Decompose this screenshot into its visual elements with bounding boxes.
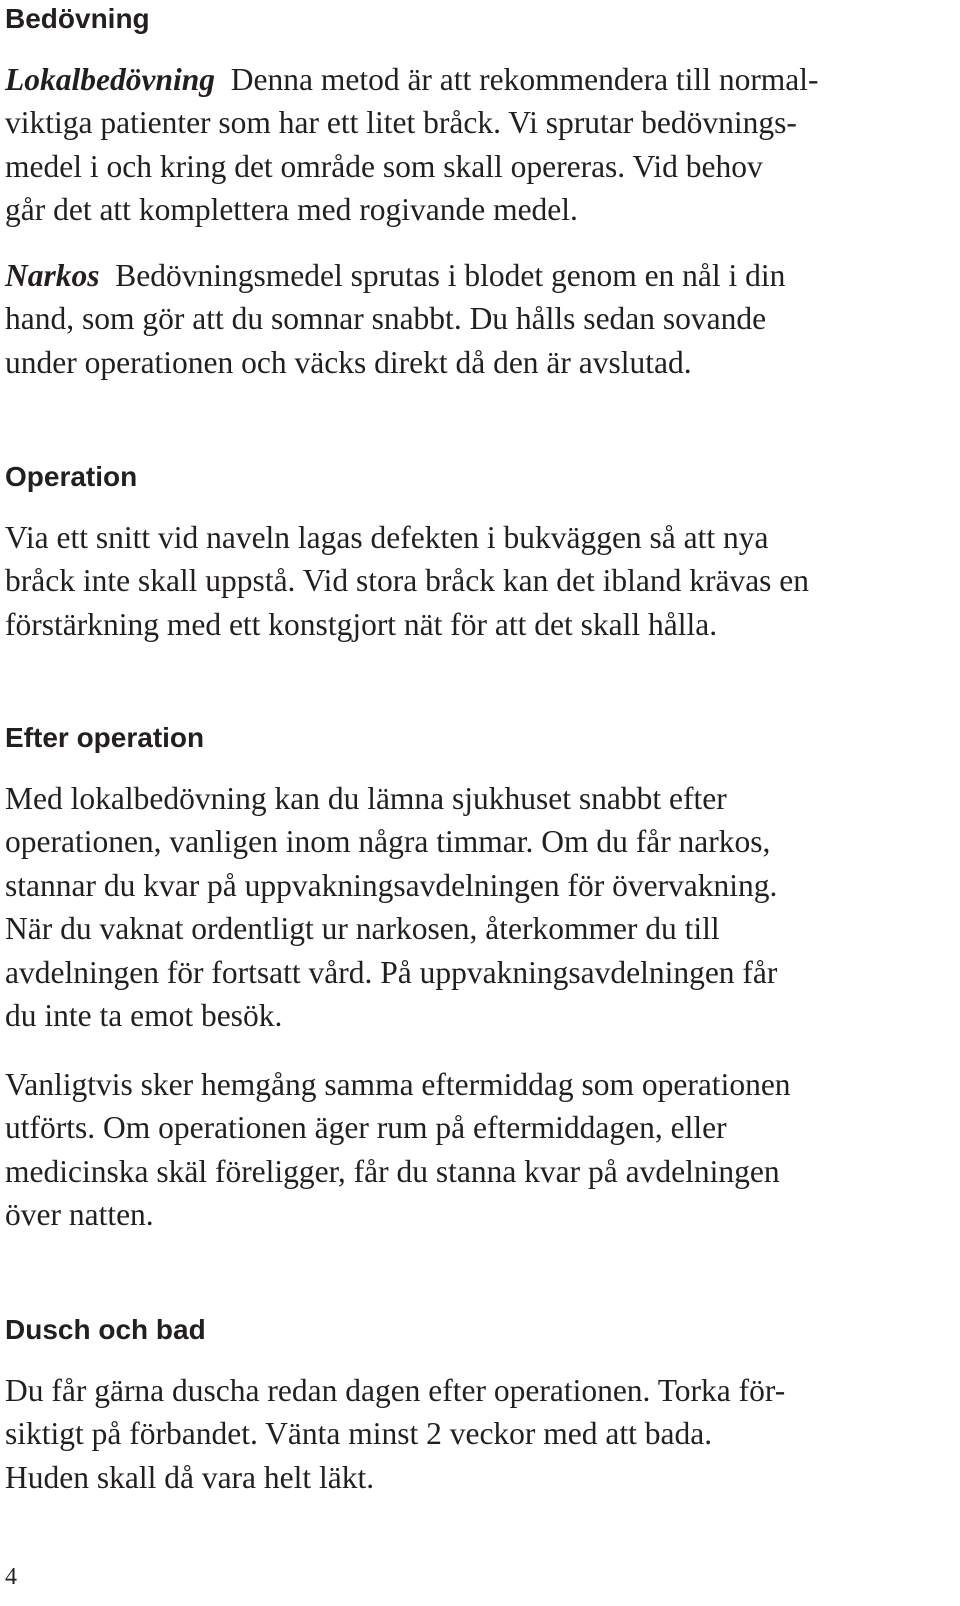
page-number: 4 [5,1564,17,1590]
paragraph-dusch-och-bad [5,1369,945,1499]
term-lokalbedovning: Lokalbedövning [5,62,215,97]
paragraph-efter-operation-2 [5,1063,945,1237]
text-line: När du vaknat ordentligt ur narkosen, återkommer du till [5,911,720,947]
text-line: bråck inte skall uppstå. Vid stora bråck kan det ibland krävas en [5,563,810,599]
text-line: Huden skall då vara helt läkt. [5,1459,375,1495]
text-line: Via ett snitt vid naveln lagas defekten i bukväggen så att nya [5,520,769,555]
text-line: stannar du kvar på uppvakningsavdelningen för övervakning. [5,867,778,903]
paragraph-operation [5,516,945,646]
paragraph-efter-operation-1 [5,777,945,1037]
heading-dusch-och-bad: Dusch och bad [5,1314,206,1345]
text-line: hand, som gör att du somnar snabbt. Du hålls sedan sovande [5,301,767,337]
paragraph-narkos [5,254,945,384]
text-line: utförts. Om operationen äger rum på eftermiddagen, eller [5,1110,727,1146]
heading-efter-operation: Efter operation [5,722,205,753]
text-line: över natten. [5,1197,154,1233]
text-line: går det att komplettera med rogivande medel. [5,192,578,228]
text-line: avdelningen för fortsatt vård. På uppvakningsavdelningen får [5,954,778,990]
paragraph-lokalbedovning [5,58,945,232]
text-line: Du får gärna duscha redan dagen efter operationen. Torka för- [5,1373,786,1408]
text-line: viktiga patienter som har ett litet bråck. Vi sprutar bedövnings- [5,105,797,141]
text-line: Vanligtvis sker hemgång samma eftermiddag som operationen [5,1067,791,1102]
text-line [5,254,945,297]
heading-bedovning: Bedövning [5,3,150,34]
text-line-content: Bedövningsmedel sprutas i blodet genom en nål i din [99,258,786,293]
text-line: medicinska skäl föreligger, får du stanna kvar på avdelningen [5,1153,780,1189]
text-line [5,58,945,101]
text-line: förstärkning med ett konstgjort nät för att det skall hålla. [5,606,718,642]
text-line: Med lokalbedövning kan du lämna sjukhuset snabbt efter [5,781,727,816]
text-line-content: Denna metod är att rekommendera till normal- [215,62,819,97]
text-line: du inte ta emot besök. [5,998,283,1034]
heading-operation: Operation [5,461,138,492]
text-line: operationen, vanligen inom några timmar. Om du får narkos, [5,824,771,860]
text-line: siktigt på förbandet. Vänta minst 2 veckor med att bada. [5,1416,713,1452]
text-line: medel i och kring det område som skall opereras. Vid behov [5,148,763,184]
text-line: under operationen och väcks direkt då den är avslutad. [5,344,692,380]
term-narkos: Narkos [5,258,100,293]
